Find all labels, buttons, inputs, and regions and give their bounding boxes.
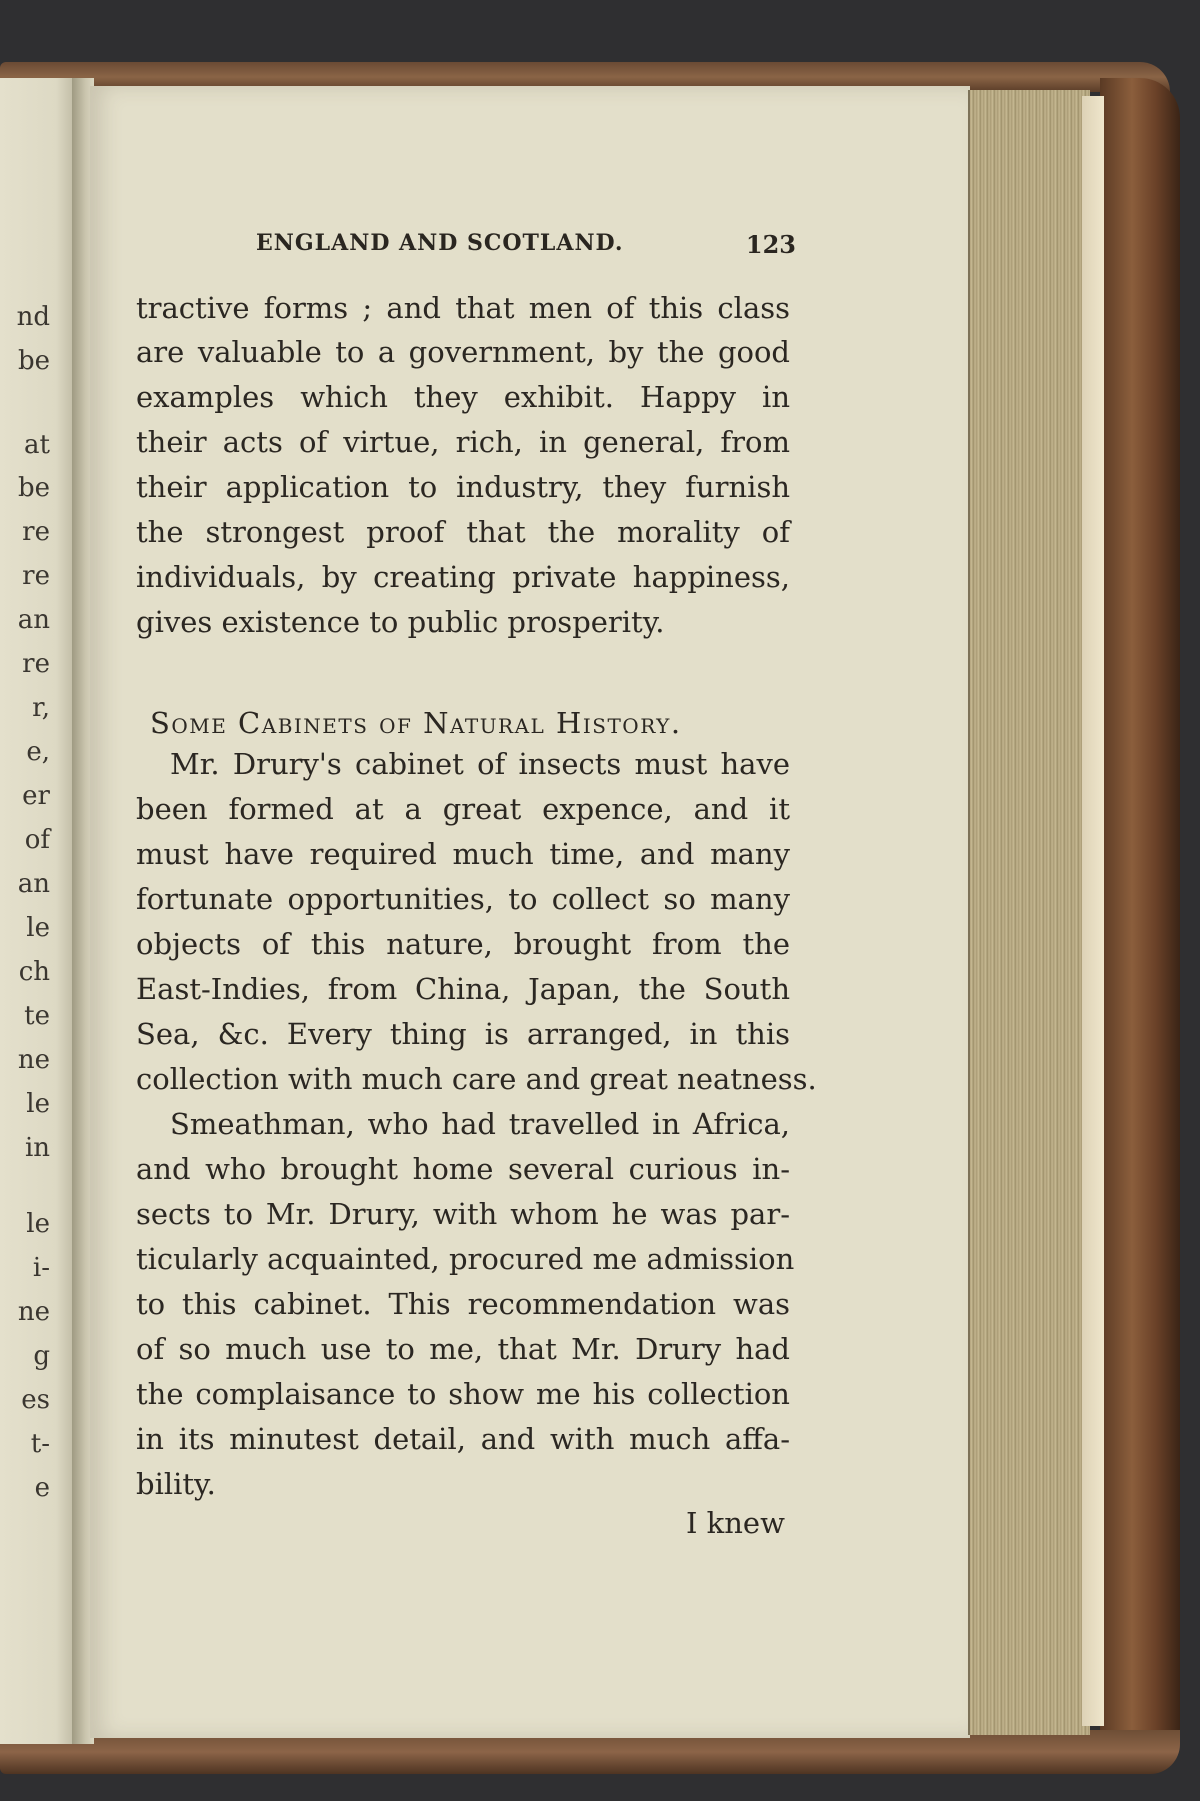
text-line: Smeathman, who had travelled in Africa, bbox=[170, 1107, 790, 1141]
running-head bbox=[136, 230, 796, 270]
text-line: bility. bbox=[136, 1467, 216, 1501]
book-cover-right bbox=[1100, 78, 1180, 1768]
left-fragment: le bbox=[26, 913, 50, 943]
text-line: Mr. Drury's cabinet of insects must have bbox=[170, 747, 790, 781]
left-fragment: r, bbox=[32, 693, 50, 723]
left-fragment: be bbox=[17, 346, 50, 376]
text-line: and who brought home several curious in- bbox=[136, 1152, 790, 1186]
left-fragment: in bbox=[24, 1133, 50, 1163]
text-line: sects to Mr. Drury, with whom he was par- bbox=[136, 1197, 790, 1231]
left-fragment: ne bbox=[17, 1297, 50, 1327]
section-heading: Some Cabinets of Natural History. bbox=[150, 706, 682, 740]
left-fragment: le bbox=[26, 1089, 50, 1119]
left-fragment: re bbox=[22, 561, 50, 591]
catchword: I knew bbox=[686, 1506, 785, 1540]
left-fragment: nd bbox=[16, 302, 50, 332]
left-fragment: ch bbox=[18, 957, 50, 987]
left-fragment: re bbox=[22, 649, 50, 679]
text-line: ticularly acquainted, procured me admission bbox=[136, 1242, 795, 1276]
text-line: the complaisance to show me his collection bbox=[136, 1377, 790, 1411]
text-line: in its minutest detail, and with much affa- bbox=[136, 1422, 790, 1456]
left-fragment: le bbox=[26, 1209, 50, 1239]
text-line: objects of this nature, brought from the bbox=[136, 927, 790, 961]
text-line: examples which they exhibit. Happy in bbox=[136, 380, 790, 414]
text-line: must have required much time, and many bbox=[136, 837, 790, 871]
left-fragment: i- bbox=[32, 1253, 50, 1283]
left-fragment: be bbox=[17, 473, 50, 503]
text-line: tractive forms ; and that men of this class bbox=[136, 291, 790, 325]
text-line: been formed at a great expence, and it bbox=[136, 792, 790, 826]
text-line: are valuable to a government, by the good bbox=[136, 335, 790, 369]
left-fragment: er bbox=[22, 781, 50, 811]
text-line: of so much use to me, that Mr. Drury had bbox=[136, 1332, 790, 1366]
text-line: East-Indies, from China, Japan, the South bbox=[136, 972, 790, 1006]
left-fragment: at bbox=[24, 430, 50, 460]
left-page bbox=[0, 78, 80, 1744]
left-fragment: e, bbox=[26, 737, 50, 767]
text-line: their acts of virtue, rich, in general, from bbox=[136, 425, 790, 459]
left-fragment: es bbox=[21, 1385, 50, 1415]
text-line: individuals, by creating private happiness, bbox=[136, 560, 790, 594]
left-fragment: t- bbox=[30, 1429, 50, 1459]
left-fragment: te bbox=[24, 1001, 50, 1031]
text-line: collection with much care and great neatness. bbox=[136, 1062, 817, 1096]
left-fragment: e bbox=[34, 1473, 50, 1503]
left-fragment: re bbox=[22, 517, 50, 547]
text-line: Sea, &c. Every thing is arranged, in this bbox=[136, 1017, 790, 1051]
page-edges-highlight bbox=[1082, 96, 1104, 1726]
page-number: 123 bbox=[745, 230, 796, 259]
left-fragment: an bbox=[17, 605, 50, 635]
page-edges bbox=[968, 90, 1090, 1735]
text-line: their application to industry, they furnish bbox=[136, 470, 790, 504]
text-line: fortunate opportunities, to collect so many bbox=[136, 882, 790, 916]
text-line: gives existence to public prosperity. bbox=[136, 605, 665, 639]
running-title: ENGLAND AND SCOTLAND. bbox=[256, 230, 624, 256]
text-line: to this cabinet. This recommendation was bbox=[136, 1287, 790, 1321]
left-fragment: ne bbox=[17, 1045, 50, 1075]
left-fragment: of bbox=[24, 825, 50, 855]
text-line: the strongest proof that the morality of bbox=[136, 515, 790, 549]
left-fragment: an bbox=[17, 869, 50, 899]
left-fragment: g bbox=[33, 1341, 50, 1371]
